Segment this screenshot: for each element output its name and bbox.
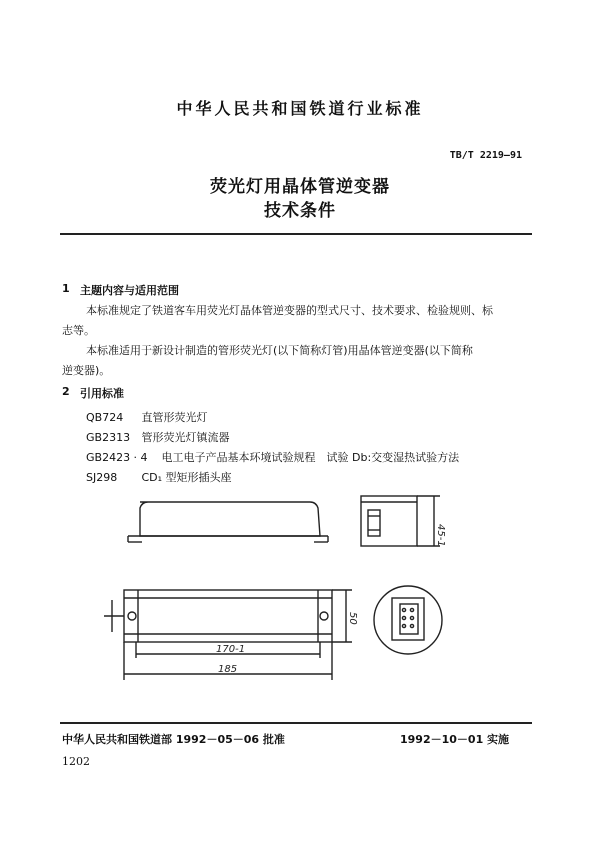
- reference-item: [86, 449, 459, 465]
- effective-date: 1992－10－01 实施: [400, 733, 510, 746]
- standard-header: 中华人民共和国铁道行业标准: [176, 99, 424, 118]
- reference-text: 管形荧光灯镇流器: [141, 431, 230, 444]
- reference-item: [86, 429, 230, 445]
- section-1-number: 1: [62, 282, 70, 295]
- connector-detail: [374, 586, 442, 654]
- section-1-para2-line2: 逆变器)。: [62, 364, 111, 377]
- document-title-line1: 荧光灯用晶体管逆变器: [210, 177, 390, 197]
- reference-text: CD₁ 型矩形插头座: [141, 471, 232, 484]
- section-1-para1-line2: 志等。: [62, 324, 95, 337]
- section-1-para1-line1: 本标准规定了铁道客车用荧光灯晶体管逆变器的型式尺寸、技术要求、检验规则、标: [86, 304, 493, 317]
- reference-item: [86, 409, 208, 425]
- section-2-title: 引用标准: [80, 387, 124, 400]
- reference-code: QB724: [86, 411, 124, 424]
- technical-drawing: [0, 480, 600, 720]
- dim-inner-label: 170-1: [216, 644, 246, 655]
- bottom-rule: [60, 722, 532, 724]
- section-1-para2-line1: 本标准适用于新设计制造的管形荧光灯(以下简称灯管)用晶体管逆变器(以下简称: [86, 344, 473, 357]
- document-title-line2: 技术条件: [264, 201, 336, 221]
- dim-outer-label: 185: [218, 664, 238, 675]
- section-1-title: 主题内容与适用范围: [80, 284, 179, 297]
- reference-text: 直管形荧光灯: [141, 411, 208, 424]
- approval-line: 中华人民共和国铁道部 1992－05－06 批准: [62, 733, 285, 746]
- page-number: 1202: [62, 755, 90, 768]
- dim-side-label: 45-1: [435, 524, 446, 547]
- reference-code: GB2313: [86, 431, 131, 444]
- standard-code: TB/T 2219—91: [449, 150, 522, 161]
- reference-code: SJ298: [86, 471, 118, 484]
- top-rule: [60, 233, 532, 235]
- housing-side-view: [128, 502, 328, 542]
- reference-text: 电工电子产品基本环境试验规程 试验 Db:交变湿热试验方法: [161, 451, 460, 464]
- section-2-number: 2: [62, 385, 70, 398]
- dim-height-label: 50: [347, 612, 358, 625]
- reference-code: GB2423 · 4: [86, 451, 148, 464]
- housing-end-view: [361, 496, 440, 546]
